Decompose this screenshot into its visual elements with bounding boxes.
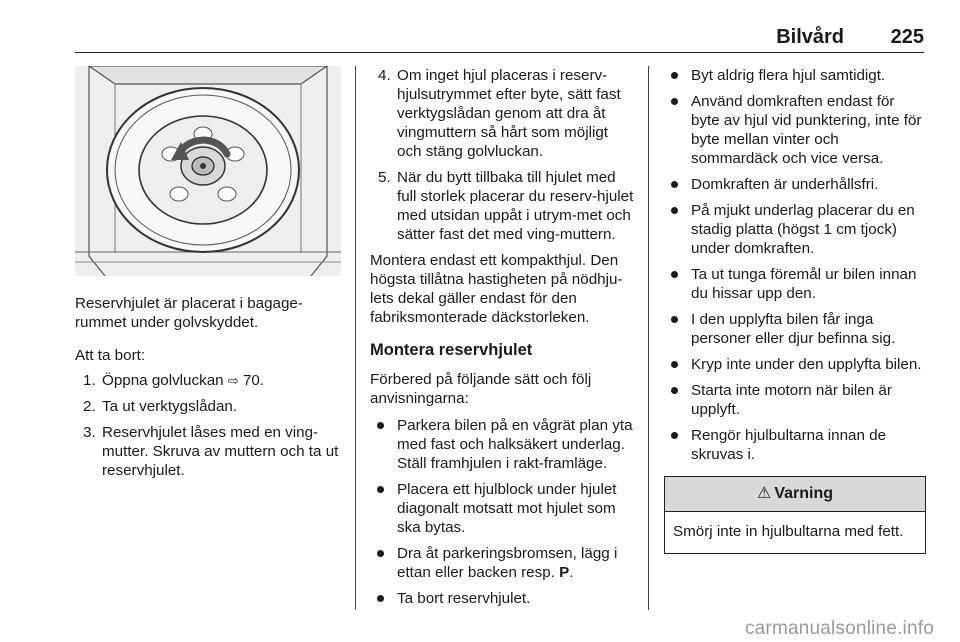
bullet-text: I den upplyfta bilen får inga personer eller djur befinna sig. [691,311,896,347]
bullet-text: Parkera bilen på en vågrät plan yta med fast och halksäkert underlag. Ställ framhjulen i rakt-framläge. [397,417,633,472]
remove-heading: Att ta bort: [75,347,146,364]
bullet-icon [377,595,384,602]
header-divider [75,52,924,53]
list-item [664,201,926,258]
list-item [75,423,341,480]
watermark: carmanualsonline.info [744,618,934,639]
bullet-icon [671,271,678,278]
bullet-text: Byt aldrig flera hjul samtidigt. [691,67,886,84]
step-number: 4. [378,67,391,84]
bullet-icon [671,181,678,188]
section-heading: Montera reservhjulet [370,341,533,359]
bullet-icon [671,98,678,105]
step-text: När du bytt tillbaka till hjulet med full storlek placerar du reserv-hjulet med utsidan uppåt i utrym-met och sätter fast det med ving-muttern. [397,169,634,243]
warning-header [665,477,925,512]
column-1 [75,66,341,487]
compact-wheel-note: Montera endast ett kompakthjul. Den högsta tillåtna hastigheten på nödhju-lets dekal gäller endast för den fabriksmonterade däckstorleken. [370,252,623,326]
list-item [370,480,634,537]
step-number: 2. [83,398,96,415]
step-number: 1. [83,372,96,389]
list-item [664,175,926,194]
list-item [370,168,634,244]
bullet-text: Dra åt parkeringsbromsen, lägg i ettan eller backen resp. [397,545,618,581]
bullet-icon [671,432,678,439]
step-text: Öppna golvluckan [102,372,224,389]
step-number: 5. [378,169,391,186]
list-item [370,416,634,473]
page-header-title: Bilvård [776,26,844,48]
column-divider-2 [648,66,649,610]
list-item [75,397,341,416]
bullet-text: Starta inte motorn när bilen är upplyft. [691,382,892,418]
safety-bullets [664,66,926,464]
list-item [664,92,926,168]
intro-paragraph: Reservhjulet är placerat i bagage-rummet under golvskyddet. [75,295,303,331]
page-reference-arrow-icon: ⇨ [227,373,239,388]
list-item: Dra åt parkeringsbromsen, lägg i ettan eller backen resp. P. [370,544,634,582]
step-text: Ta ut verktygslådan. [102,398,238,415]
column-divider-1 [355,66,356,610]
bullet-text: Ta ut tunga föremål ur bilen innan du hissar upp den. [691,266,917,302]
removal-steps [75,371,341,480]
column-3 [664,66,926,554]
list-item [370,589,634,608]
bullet-icon [377,550,384,557]
list-item [664,381,926,419]
bullet-text: Domkraften är underhållsfri. [691,176,879,193]
list-item [664,426,926,464]
warning-triangle-icon: ⚠ [756,485,772,502]
list-item [75,371,341,390]
bullet-icon [671,361,678,368]
column-2 [370,66,634,615]
spare-wheel-illustration [75,66,341,276]
bullet-text: Placera ett hjulblock under hjulet diagonalt motsatt mot hjulet som ska bytas. [397,481,617,536]
bullet-text: Ta bort reservhjulet. [397,590,531,607]
list-item [664,310,926,348]
preparation-bullets [370,416,634,608]
list-item [664,265,926,303]
bullet-icon [377,422,384,429]
bullet-icon [671,72,678,79]
list-item [664,355,926,374]
warning-box [664,476,926,554]
continued-steps [370,66,634,244]
bullet-text: Kryp inte under den upplyfta bilen. [691,356,922,373]
bullet-icon [671,316,678,323]
list-item [664,66,926,85]
bullet-text: På mjukt underlag placerar du en stadig platta (högst 1 cm tjock) under domkraften. [691,202,915,257]
step-text: Om inget hjul placeras i reserv-hjulsutrymmet efter byte, sätt fast verktygslådan genom att dra åt vingmuttern så hårt som möjligt och stäng golvluckan. [397,67,621,160]
step-number: 3. [83,424,96,441]
warning-text: Smörj inte in hjulbultarna med fett. [673,523,904,540]
bullet-text: Använd domkraften endast för byte av hjul vid punktering, inte för byte mellan vinter och sommardäck och vice versa. [691,93,922,167]
bullet-text: Rengör hjulbultarna innan de skruvas i. [691,427,887,463]
bullet-icon [377,486,384,493]
warning-title: Varning [774,485,834,502]
spare-wheel-drawing [75,66,341,276]
list-item [370,66,634,161]
preparation-intro: Förbered på följande sätt och följ anvisningarna: [370,371,592,407]
gear-p-label: P [559,564,570,581]
bullet-icon [671,207,678,214]
step-text: Reservhjulet låses med en ving-mutter. Skruva av muttern och ta ut reservhjulet. [102,424,339,479]
step-ref[interactable]: 70. [242,372,265,389]
page-header [0,0,960,56]
bullet-icon [671,387,678,394]
page-number: 225 [890,26,924,48]
